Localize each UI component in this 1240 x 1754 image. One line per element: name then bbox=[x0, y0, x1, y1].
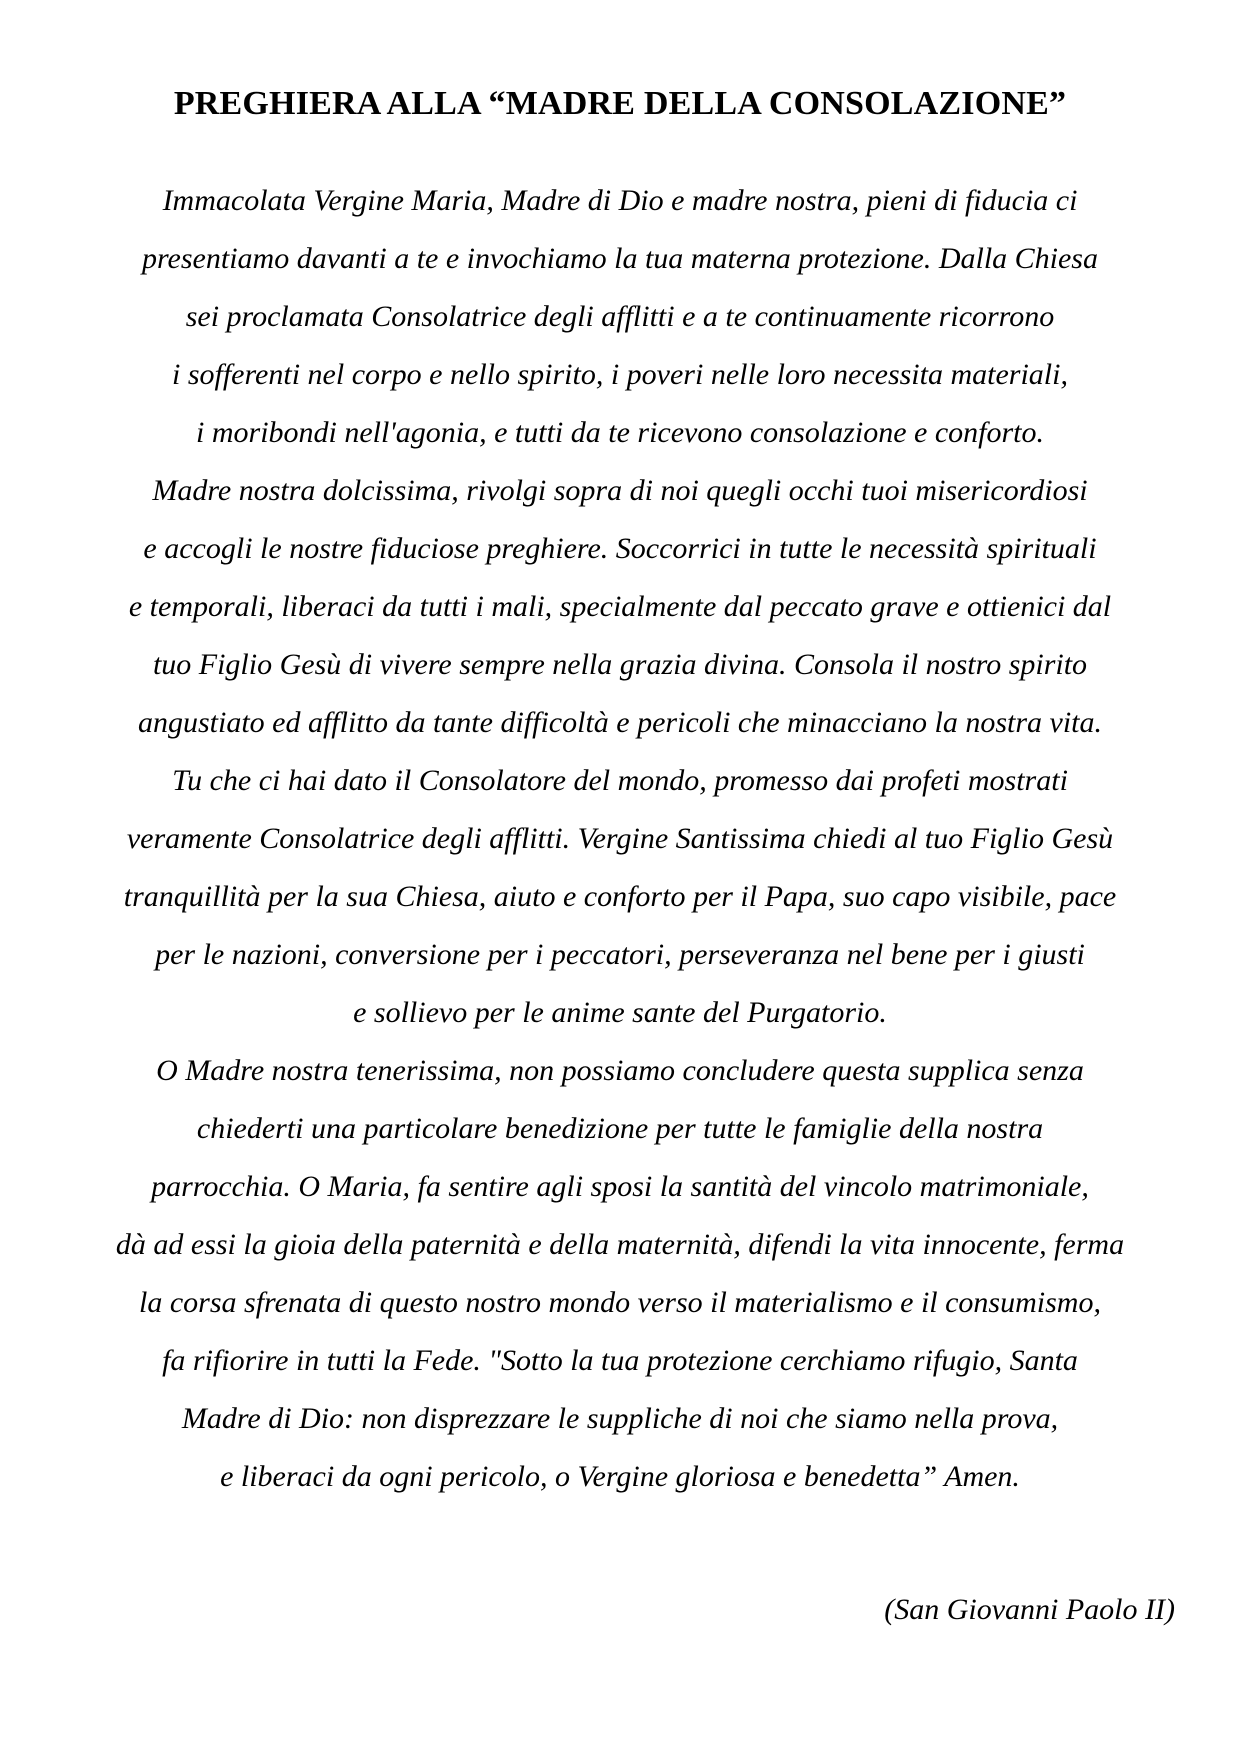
prayer-text bbox=[0, 172, 1240, 1506]
prayer-line: O Madre nostra tenerissima, non possiamo concludere questa supplica senza bbox=[156, 1054, 1084, 1087]
prayer-line: tuo Figlio Gesù di vivere sempre nella grazia divina. Consola il nostro spirito bbox=[152, 648, 1088, 681]
prayer-line: angustiato ed afflitto da tante difficoltà e pericoli che minacciano la nostra vita. bbox=[137, 706, 1103, 739]
prayer-line: sei proclamata Consolatrice degli afflitti e a te continuamente ricorrono bbox=[185, 300, 1055, 333]
prayer-line: e temporali, liberaci da tutti i mali, specialmente dal peccato grave e ottienici dal bbox=[128, 590, 1112, 623]
prayer-line: e accogli le nostre fiduciose preghiere. Soccorrici in tutte le necessità spirituali bbox=[143, 532, 1097, 565]
prayer-line: presentiamo davanti a te e invochiamo la tua materna protezione. Dalla Chiesa bbox=[142, 242, 1098, 275]
prayer-line: parrocchia. O Maria, fa sentire agli sposi la santità del vincolo matrimoniale, bbox=[151, 1170, 1089, 1203]
prayer-line: Tu che ci hai dato il Consolatore del mondo, promesso dai profeti mostrati bbox=[172, 764, 1068, 797]
prayer-line: Madre di Dio: non disprezzare le suppliche di noi che siamo nella prova, bbox=[181, 1402, 1059, 1435]
prayer-line: fa rifiorire in tutti la Fede. "Sotto la tua protezione cerchiamo rifugio, Santa bbox=[162, 1344, 1078, 1377]
prayer-line: i moribondi nell'agonia, e tutti da te ricevono consolazione e conforto. bbox=[196, 416, 1044, 449]
prayer-line: chiederti una particolare benedizione per tutte le famiglie della nostra bbox=[196, 1112, 1044, 1145]
prayer-line: dà ad essi la gioia della paternità e della maternità, difendi la vita innocente, ferma bbox=[115, 1228, 1125, 1261]
prayer-line: la corsa sfrenata di questo nostro mondo verso il materialismo e il consumismo, bbox=[139, 1286, 1101, 1319]
prayer-line: Madre nostra dolcissima, rivolgi sopra di noi quegli occhi tuoi misericordiosi bbox=[152, 474, 1088, 507]
prayer-line: tranquillità per la sua Chiesa, aiuto e conforto per il Papa, suo capo visibile, pace bbox=[123, 880, 1117, 913]
prayer-line: e liberaci da ogni pericolo, o Vergine gloriosa e benedetta” Amen. bbox=[220, 1460, 1020, 1493]
prayer-line: e sollievo per le anime sante del Purgatorio. bbox=[353, 996, 887, 1029]
attribution: (San Giovanni Paolo II) bbox=[884, 1593, 1175, 1626]
prayer-line: i sofferenti nel corpo e nello spirito, i poveri nelle loro necessita materiali, bbox=[172, 358, 1068, 391]
prayer-title: PREGHIERA ALLA “MADRE DELLA CONSOLAZIONE” bbox=[173, 85, 1067, 122]
prayer-line: per le nazioni, conversione per i peccatori, perseveranza nel bene per i giusti bbox=[155, 938, 1085, 971]
prayer-line: Immacolata Vergine Maria, Madre di Dio e madre nostra, pieni di fiducia ci bbox=[162, 184, 1078, 217]
prayer-line: veramente Consolatrice degli afflitti. Vergine Santissima chiedi al tuo Figlio Gesù bbox=[126, 822, 1114, 855]
